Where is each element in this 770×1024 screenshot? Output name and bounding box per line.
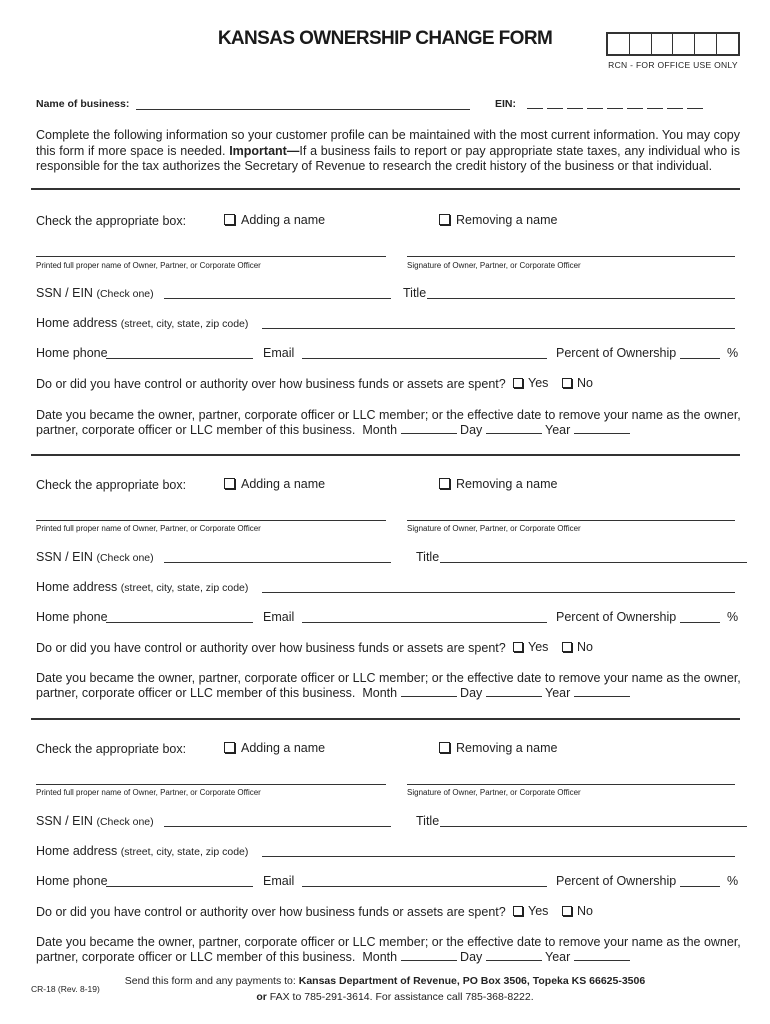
day-field[interactable] xyxy=(486,424,542,434)
ssn-ein-label: SSN / EIN (Check one) xyxy=(36,286,154,300)
adding-label: Adding a name xyxy=(241,741,326,755)
rcn-cell[interactable] xyxy=(717,34,738,54)
date-text-line-2: partner, corporate officer or LLC member of this business. Month Day Year xyxy=(36,423,630,437)
home-phone-label: Home phone xyxy=(36,610,108,624)
form-number: CR-18 (Rev. 8-19) xyxy=(31,984,100,994)
adding-name-option[interactable] xyxy=(224,741,325,755)
no-option[interactable]: No xyxy=(562,904,593,918)
ssn-ein-field[interactable] xyxy=(164,562,391,563)
home-address-label: Home address (street, city, state, zip code) xyxy=(36,844,249,858)
email-label: Email xyxy=(263,346,295,360)
section-divider xyxy=(31,188,740,190)
printed-name-label: Printed full proper name of Owner, Partner, or Corporate Officer xyxy=(36,788,261,797)
ssn-ein-field[interactable] xyxy=(164,826,391,827)
percent-ownership-label: Percent of Ownership xyxy=(556,874,677,888)
rcn-label: RCN - FOR OFFICE USE ONLY xyxy=(608,60,738,70)
percent-ownership-field[interactable] xyxy=(680,358,720,359)
signature-label: Signature of Owner, Partner, or Corporate Officer xyxy=(407,788,581,797)
printed-name-field[interactable] xyxy=(36,256,386,257)
month-field[interactable] xyxy=(401,424,457,434)
yes-option[interactable]: Yes xyxy=(513,640,548,654)
intro-text: Complete the following information so your customer profile can be maintained with the most current information. You may copy this form if more space is needed. xyxy=(36,128,740,158)
printed-name-label: Printed full proper name of Owner, Partner, or Corporate Officer xyxy=(36,261,261,270)
month-field[interactable] xyxy=(401,951,457,961)
home-phone-field[interactable] xyxy=(106,886,253,887)
day-field[interactable] xyxy=(486,951,542,961)
home-phone-field[interactable] xyxy=(106,622,253,623)
checkbox-removing[interactable] xyxy=(439,742,450,753)
checkbox-adding[interactable] xyxy=(224,214,235,225)
adding-label: Adding a name xyxy=(241,477,326,491)
no-option[interactable]: No xyxy=(562,376,593,390)
section-divider xyxy=(31,454,740,456)
printed-name-field[interactable] xyxy=(36,784,386,785)
title-field[interactable] xyxy=(440,826,747,827)
home-phone-label: Home phone xyxy=(36,346,108,360)
send-instructions: Send this form and any payments to: Kansas Department of Revenue, PO Box 3506, Topeka KS 66625-3506 xyxy=(124,975,646,987)
signature-field[interactable] xyxy=(407,784,735,785)
email-field[interactable] xyxy=(302,622,547,623)
rcn-cell[interactable] xyxy=(608,34,630,54)
control-question: Do or did you have control or authority over how business funds or assets are spent? xyxy=(36,905,506,919)
title-label: Title xyxy=(416,550,440,564)
removing-name-option[interactable] xyxy=(439,213,557,227)
home-address-field[interactable] xyxy=(262,328,735,329)
adding-label: Adding a name xyxy=(241,213,326,227)
checkbox-removing[interactable] xyxy=(439,478,450,489)
percent-ownership-label: Percent of Ownership xyxy=(556,346,677,360)
check-box-label: Check the appropriate box: xyxy=(36,478,187,492)
ssn-ein-label: SSN / EIN (Check one) xyxy=(36,550,154,564)
checkbox-no[interactable] xyxy=(562,378,572,388)
home-address-field[interactable] xyxy=(262,592,735,593)
check-box-label: Check the appropriate box: xyxy=(36,214,187,228)
important-text: If a business fails to report or pay appropriate state taxes, any individual who is responsible for the tax authorizes the Secretary of Revenue to research the credit history of the business or that individual. xyxy=(36,143,740,173)
checkbox-removing[interactable] xyxy=(439,214,450,225)
year-field[interactable] xyxy=(574,687,630,697)
home-address-label: Home address (street, city, state, zip code) xyxy=(36,580,249,594)
business-name-label: Name of business: xyxy=(36,98,130,110)
title-label: Title xyxy=(403,286,427,300)
percent-ownership-field[interactable] xyxy=(680,622,720,623)
month-field[interactable] xyxy=(401,687,457,697)
title-field[interactable] xyxy=(427,298,735,299)
ssn-ein-field[interactable] xyxy=(164,298,391,299)
yes-option[interactable]: Yes xyxy=(513,904,548,918)
checkbox-no[interactable] xyxy=(562,642,572,652)
title-field[interactable] xyxy=(440,562,747,563)
email-label: Email xyxy=(263,610,295,624)
intro-paragraph xyxy=(36,128,740,175)
rcn-cell[interactable] xyxy=(695,34,717,54)
home-address-label: Home address (street, city, state, zip code) xyxy=(36,316,249,330)
percent-sign: % xyxy=(727,610,739,624)
signature-label: Signature of Owner, Partner, or Corporate Officer xyxy=(407,524,581,533)
rcn-cell[interactable] xyxy=(652,34,674,54)
adding-name-option[interactable] xyxy=(224,213,325,227)
rcn-cell[interactable] xyxy=(673,34,695,54)
percent-ownership-field[interactable] xyxy=(680,886,720,887)
removing-label: Removing a name xyxy=(456,213,558,227)
ein-field[interactable] xyxy=(527,98,707,112)
checkbox-yes[interactable] xyxy=(513,642,523,652)
printed-name-field[interactable] xyxy=(36,520,386,521)
date-text-line-2: partner, corporate officer or LLC member of this business. Month Day Year xyxy=(36,686,630,700)
percent-ownership-label: Percent of Ownership xyxy=(556,610,677,624)
signature-label: Signature of Owner, Partner, or Corporate Officer xyxy=(407,261,581,270)
printed-name-label: Printed full proper name of Owner, Partner, or Corporate Officer xyxy=(36,524,261,533)
percent-sign: % xyxy=(727,346,739,360)
no-option[interactable]: No xyxy=(562,640,593,654)
percent-sign: % xyxy=(727,874,739,888)
check-box-label: Check the appropriate box: xyxy=(36,742,187,756)
ein-label: EIN: xyxy=(495,98,516,110)
date-text-line-2: partner, corporate officer or LLC member of this business. Month Day Year xyxy=(36,950,630,964)
form-title: KANSAS OWNERSHIP CHANGE FORM xyxy=(217,28,553,49)
control-question: Do or did you have control or authority over how business funds or assets are spent? xyxy=(36,377,506,391)
removing-name-option[interactable] xyxy=(439,741,557,755)
checkbox-no[interactable] xyxy=(562,906,572,916)
removing-label: Removing a name xyxy=(456,477,558,491)
adding-name-option[interactable] xyxy=(224,477,325,491)
removing-label: Removing a name xyxy=(456,741,558,755)
home-address-field[interactable] xyxy=(262,856,735,857)
home-phone-field[interactable] xyxy=(106,358,253,359)
business-name-field[interactable] xyxy=(136,109,470,110)
important-label: Important— xyxy=(229,143,300,158)
yes-option[interactable]: Yes xyxy=(513,376,548,390)
date-text-line-1: Date you became the owner, partner, corporate officer or LLC member; or the effective date to remove your name as the owner, xyxy=(36,408,741,422)
signature-field[interactable] xyxy=(407,256,735,257)
section-divider xyxy=(31,718,740,720)
home-phone-label: Home phone xyxy=(36,874,108,888)
removing-name-option[interactable] xyxy=(439,477,557,491)
ssn-ein-label: SSN / EIN (Check one) xyxy=(36,814,154,828)
fax-instructions: or FAX to 785-291-3614. For assistance call 785-368-8222. xyxy=(256,991,534,1003)
year-field[interactable] xyxy=(574,424,630,434)
email-label: Email xyxy=(263,874,295,888)
checkbox-adding[interactable] xyxy=(224,742,235,753)
checkbox-yes[interactable] xyxy=(513,378,523,388)
rcn-cell[interactable] xyxy=(630,34,652,54)
day-field[interactable] xyxy=(486,687,542,697)
date-text-line-1: Date you became the owner, partner, corporate officer or LLC member; or the effective date to remove your name as the owner, xyxy=(36,671,741,685)
checkbox-adding[interactable] xyxy=(224,478,235,489)
checkbox-yes[interactable] xyxy=(513,906,523,916)
rcn-entry-box[interactable] xyxy=(606,32,740,56)
date-text-line-1: Date you became the owner, partner, corporate officer or LLC member; or the effective date to remove your name as the owner, xyxy=(36,935,741,949)
email-field[interactable] xyxy=(302,886,547,887)
signature-field[interactable] xyxy=(407,520,735,521)
control-question: Do or did you have control or authority over how business funds or assets are spent? xyxy=(36,641,506,655)
email-field[interactable] xyxy=(302,358,547,359)
year-field[interactable] xyxy=(574,951,630,961)
title-label: Title xyxy=(416,814,440,828)
